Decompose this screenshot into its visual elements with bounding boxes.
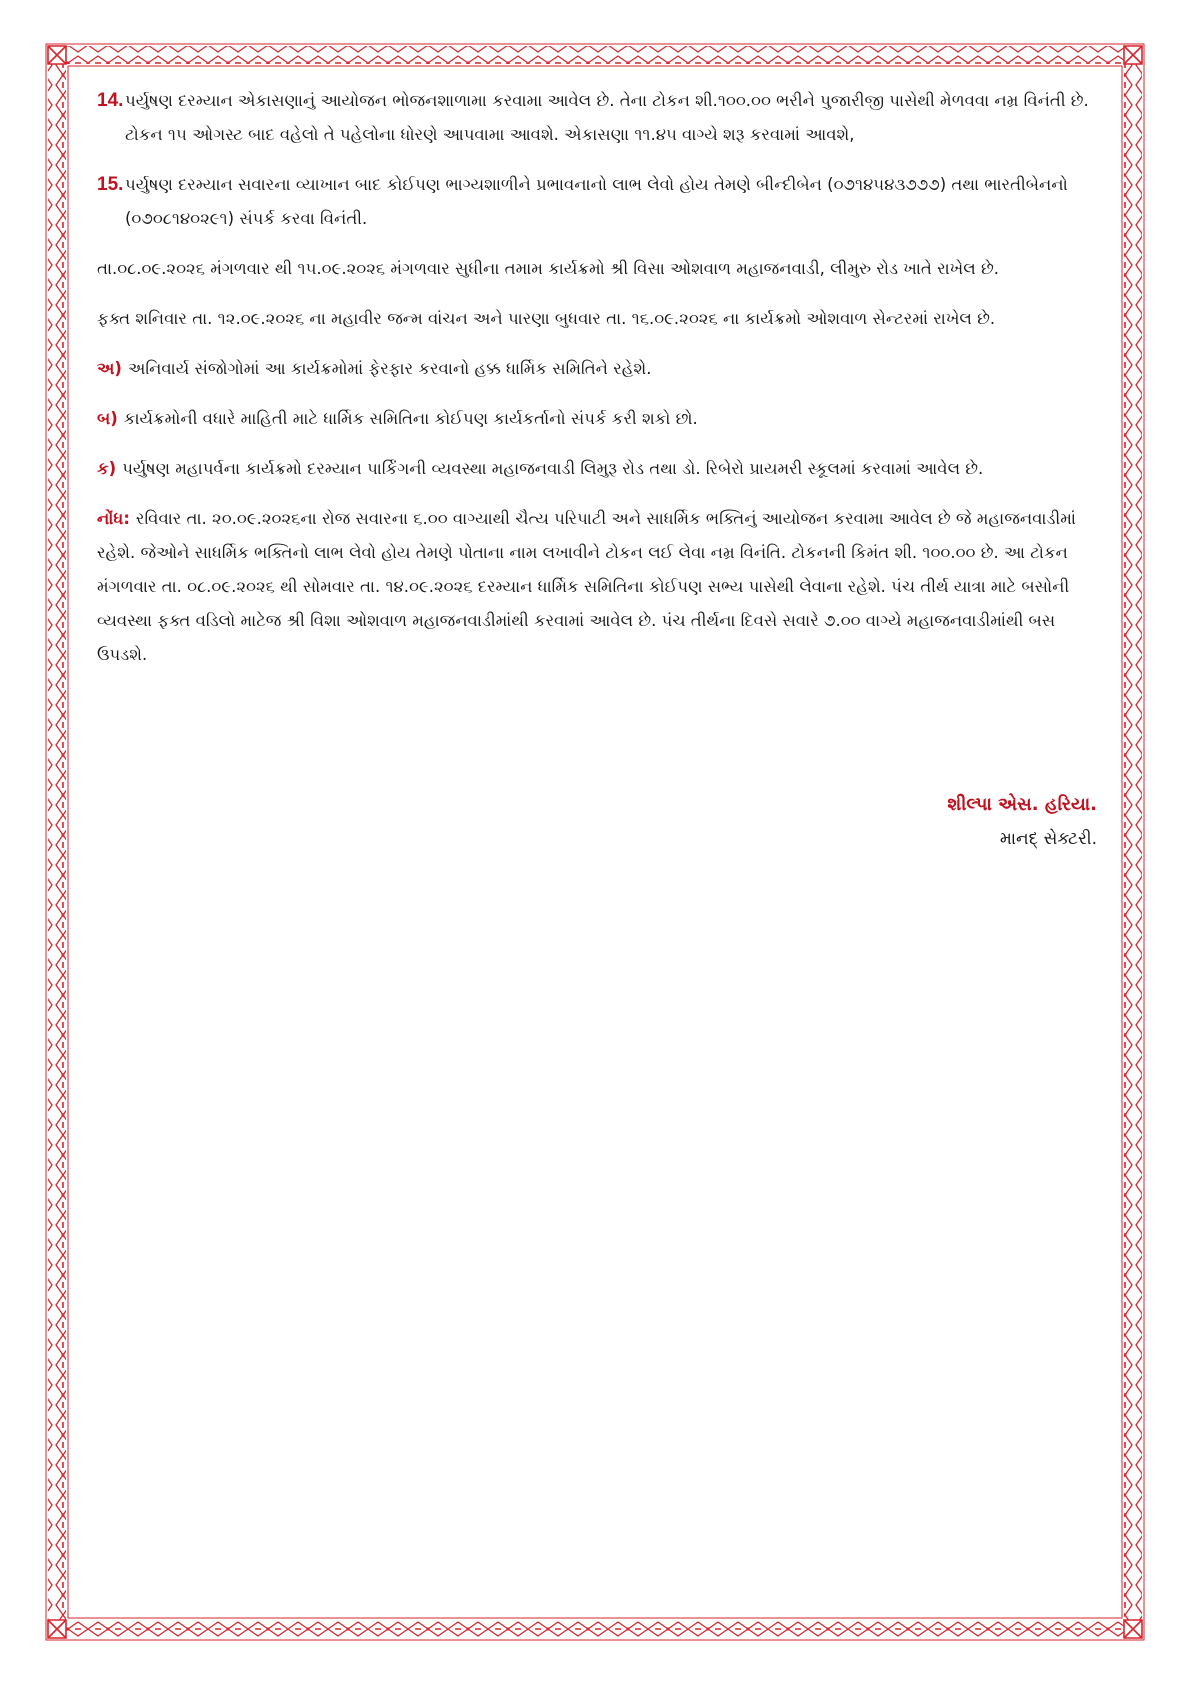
note-label: અ) [97,359,122,378]
note-text: અનિવાર્ય સંજોગોમાં આ કાર્યક્રમોમાં ફેરફાર કરવાનો હક્ક ધાર્મિક સમિતિને રહેશે. [127,359,652,378]
note-a [97,352,1097,386]
item-text: પર્યુષણ દરમ્યાન એકાસણાનું આયોજન ભોજનશાળામા કરવામા આવેલ છે. તેના ટોકન શી.૧૦૦.૦૦ ભરીને પુજારીજી પાસેથી મેળવવા નમ્ર વિનંતી છે. ટોકન ૧૫ ઓગસ્ટ બાદ વહેલો તે પહેલોના ધોરણે આપવામા આવશે. એકાસણા ૧૧.૪૫ વાગ્યે શરૂ કરવામાં આવશે, [125,91,1089,144]
note-label: બ) [97,409,118,428]
footnote-text: રવિવાર તા. ૨૦.૦૯.૨૦૨૬ના રોજ સવારના ૬.૦૦ વાગ્યાથી ચૈત્ય પરિપાટી અને સાધર્મિક ભક્તિનું આયોજન કરવામા આવેલ છે જે મહાજનવાડીમાં રહેશે. જેઓને સાધર્મિક ભક્તિનો લાભ લેવો હોય તેમણે પોતાના નામ લખાવીને ટોકન લઈ લેવા નમ્ર વિનંતિ. ટોકનની કિમંત શી. ૧૦૦.૦૦ છે. આ ટોકન મંગળવાર તા. ૦૮.૦૯.૨૦૨૬ થી સોમવાર તા. ૧૪.૦૯.૨૦૨૬ દરમ્યાન ધાર્મિક સમિતિના કોઈપણ સભ્ય પાસેથી લેવાના રહેશે. પંચ તીર્થ યાત્રા માટે બસોની વ્યવસ્થા ફક્ત વડિલો માટેજ શ્રી વિશા ઓશવાળ મહાજનવાડીમાંથી કરવામાં આવેલ છે. પંચ તીર્થના દિવસે સવારે ૭.૦૦ વાગ્યે મહાજનવાડીમાંથી બસ ઉપડશે. [97,509,1076,664]
note-text: કાર્યક્રમોની વધારે માહિતી માટે ધાર્મિક સમિતિના કોઈપણ કાર્યકર્તાનો સંપર્ક કરી શકો છો. [123,409,698,428]
item-number: 15. [97,174,124,195]
note-label: ક) [97,459,117,478]
centre-paragraph: ફક્ત શનિવાર તા. ૧૨.૦૯.૨૦૨૬ ના મહાવીર જન્મ વાંચન અને પારણા બુધવાર તા. ૧૬.૦૯.૨૦૨૬ ના કાર્યક્રમો ઓશવાળ સેન્ટરમાં રાખેલ છે. [97,309,996,328]
notice-body [97,84,1097,688]
note-c [97,452,1097,486]
note-b [97,402,1097,436]
list-item [97,84,1097,152]
footnote-label: નોંધ: [97,509,130,528]
venue-paragraph: તા.૦૮.૦૯.૨૦૨૬ મંગળવાર થી ૧૫.૦૯.૨૦૨૬ મંગળવાર સુધીના તમામ કાર્યક્રમો શ્રી વિસા ઓશવાળ મહાજનવાડી, લીમુરુ રોડ ખાતે રાખેલ છે. [97,259,999,278]
list-item [97,168,1097,236]
item-number: 14. [97,90,124,111]
item-text: પર્યુષણ દરમ્યાન સવારના વ્યાખાન બાદ કોઈપણ ભાગ્યશાળીને પ્રભાવનાનો લાભ લેવો હોય તેમણે બીન્દીબેન (૦૭૧૪૫૪૩૭૭૭) તથા ભારતીબેનનો (૦૭૦૮૧૪૦૨૯૧) સંપર્ક કરવા વિનંતી. [125,175,1068,228]
signatory-name: શીલ્પા એસ. હરિયા. [947,794,1097,815]
signature-block [947,788,1097,856]
note-text: પર્યુષણ મહાપર્વના કાર્યક્રમો દરમ્યાન પાર્કિંગની વ્યવસ્થા મહાજનવાડી લિમુરૂ રોડ તથા ડો. રિબેરો પ્રાયમરી સ્કૂલમાં કરવામાં આવેલ છે. [122,459,984,478]
signatory-title: માનદ્ સેક્ટરી. [999,829,1097,849]
footnote [97,502,1097,672]
